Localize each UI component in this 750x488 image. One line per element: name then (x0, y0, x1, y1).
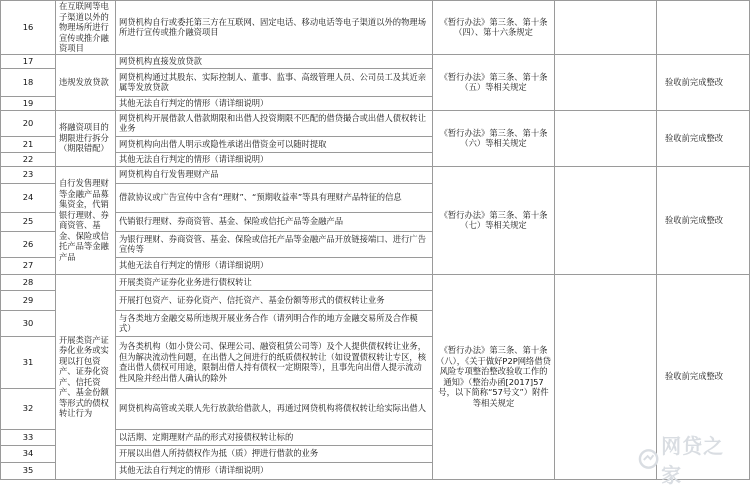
row-number: 34 (1, 445, 56, 462)
violation-detail: 网贷机构向出借人明示或隐性承诺出借资金可以随时提取 (116, 136, 433, 152)
row-number: 22 (1, 152, 56, 166)
legal-basis: 《暂行办法》第三条、第十条（四）、第十六条规定 (433, 1, 555, 55)
rectification-status (657, 1, 750, 55)
row-number: 27 (1, 257, 56, 274)
row-number: 19 (1, 96, 56, 110)
violation-detail: 以活期、定期理财产品的形式对接债权转让标的 (116, 429, 433, 445)
violation-detail: 网贷机构开展借款人借款期限和出借人投资期限不匹配的借贷撮合或出借人债权转让业务 (116, 110, 433, 136)
row-number: 33 (1, 429, 56, 445)
violation-category: 在互联网等电子渠道以外的物理场所进行宣传或推介融资项目 (56, 1, 116, 55)
row-number: 21 (1, 136, 56, 152)
row-number: 28 (1, 274, 56, 290)
legal-basis: 《暂行办法》第三条、第十条（八），《关于做好P2P网络借贷风险专项整治整改验收工作的通知》（整治办函[2017]57号，以下简称“57号文”）附件等相关规定 (433, 274, 555, 479)
table-row (1, 1, 750, 55)
legal-basis: 《暂行办法》第三条、第十条（五）等相关规定 (433, 54, 555, 110)
watermark-text: 网贷之家 (661, 434, 725, 487)
rectification-status: 验收前完成整改 (657, 166, 750, 274)
violation-detail: 其他无法自行判定的情形（请详细说明） (116, 96, 433, 110)
violation-category: 自行发售理财等金融产品募集资金，代销银行理财、券商资管、基金、保险或信托产品等金融产品 (56, 166, 116, 274)
rectification-status: 验收前完成整改 (657, 274, 750, 479)
row-number: 30 (1, 310, 56, 336)
row-number: 18 (1, 68, 56, 96)
violation-detail: 其他无法自行判定的情形（请详细说明） (116, 152, 433, 166)
violation-detail: 网贷机构通过其股东、实际控制人、董事、监事、高级管理人员、公司员工及其近亲属等发放贷款 (116, 68, 433, 96)
row-number: 20 (1, 110, 56, 136)
legal-basis: 《暂行办法》第三条、第十条（六）等相关规定 (433, 110, 555, 166)
violation-category: 开展类资产证券化业务或实现以打包资产、证券化资产、信托资产、基金份额等形式的债权转让行为 (56, 274, 116, 479)
violation-detail: 开展类资产证券化业务进行债权转让 (116, 274, 433, 290)
violation-detail: 为各类机构（如小贷公司、保理公司、融资租赁公司等）及个人提供债权转让业务，但为解决流动性问题，在出借人之间进行的纸质债权转让（如设置债权转让专区，核查出借人债权可用途，限制出借人持有债权一定期限等），且事先向出借人提示流动性风险并经出借人确认的除外 (116, 336, 433, 388)
violation-detail: 网贷机构高管或关联人先行放款给借款人，再通过网贷机构将债权转让给实际出借人 (116, 388, 433, 429)
row-number: 31 (1, 336, 56, 388)
row-number: 29 (1, 290, 56, 310)
row-number: 24 (1, 183, 56, 212)
row-number: 23 (1, 166, 56, 183)
violation-detail: 为银行理财、券商资管、基金、保险或信托产品等金融产品开放链接端口、进行广告宣传等 (116, 231, 433, 257)
violation-detail: 其他无法自行判定的情形（请详细说明） (116, 257, 433, 274)
violation-detail: 开展打包资产、证券化资产、信托资产、基金份额等形式的债权转让业务 (116, 290, 433, 310)
empty-cell (555, 1, 657, 55)
rectification-status: 验收前完成整改 (657, 54, 750, 110)
violation-detail: 网贷机构自行或委托第三方在互联网、固定电话、移动电话等电子渠道以外的物理场所进行宣传或推介融资项目 (116, 1, 433, 55)
table-row (1, 110, 750, 136)
row-number: 32 (1, 388, 56, 429)
violation-detail: 其他无法自行判定的情形（请详细说明） (116, 462, 433, 479)
table-row (1, 54, 750, 68)
legal-basis: 《暂行办法》第三条、第十条（七）等相关规定 (433, 166, 555, 274)
violation-detail: 与各类地方金融交易所违规开展业务合作（请列明合作的地方金融交易所及合作模式） (116, 310, 433, 336)
row-number: 17 (1, 54, 56, 68)
table-row (1, 274, 750, 290)
violation-detail: 网贷机构自行发售理财产品 (116, 166, 433, 183)
row-number: 25 (1, 212, 56, 231)
row-number: 16 (1, 1, 56, 55)
violation-category: 违规发放贷款 (56, 54, 116, 110)
violation-detail: 开展以出借人所持债权作为抵（质）押进行借款的业务 (116, 445, 433, 462)
watermark-logo-icon (638, 448, 659, 470)
empty-cell (555, 110, 657, 166)
empty-cell (555, 54, 657, 110)
watermark (638, 434, 742, 487)
rectification-status: 验收前完成整改 (657, 110, 750, 166)
violation-detail: 代销银行理财、券商资管、基金、保险或信托产品等金融产品 (116, 212, 433, 231)
violation-detail: 网贷机构直接发放贷款 (116, 54, 433, 68)
violation-detail: 借款协议或广告宣传中含有“理财”、“预期收益率”等具有理财产品特征的信息 (116, 183, 433, 212)
empty-cell (555, 166, 657, 274)
row-number: 26 (1, 231, 56, 257)
row-number: 35 (1, 462, 56, 479)
violation-category: 将融资项目的期限进行拆分（期限错配） (56, 110, 116, 166)
table-row (1, 166, 750, 183)
